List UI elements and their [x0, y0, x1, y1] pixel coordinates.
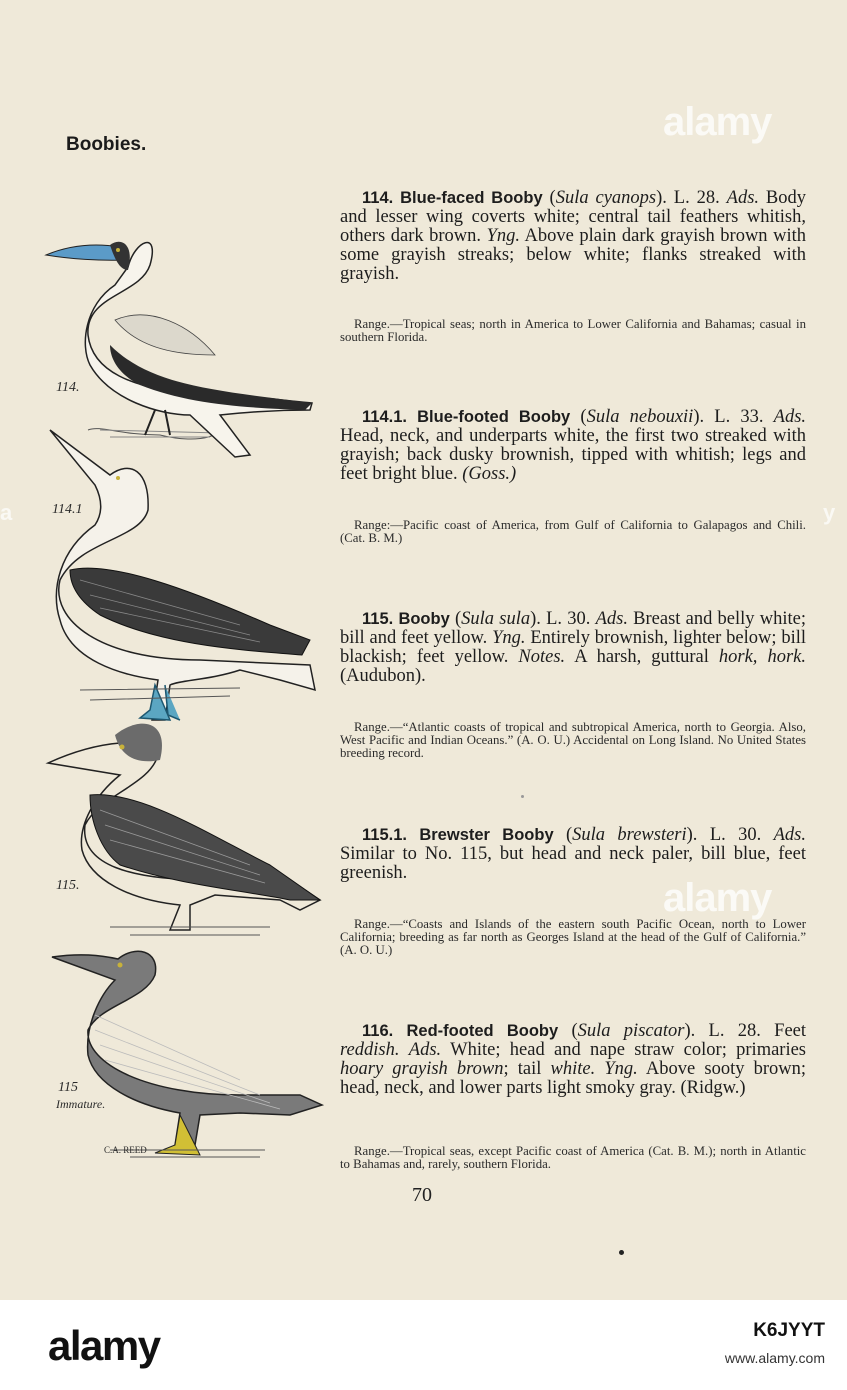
description: Ads. Similar to No. 115, but head and neck paler, bill blue, feet greenish.	[340, 825, 806, 883]
species-entry-115-1: 115.1. Brewster Booby (Sula brewsteri). L. 30. Ads. Similar to No. 115, but head and neck paler, bill blue, feet greenish.	[340, 825, 806, 883]
plate-label: 114.1	[52, 502, 83, 517]
entry-number: 114.1.	[362, 408, 407, 426]
length: L. 30.	[546, 609, 591, 629]
print-speck	[521, 795, 524, 798]
species-entry-115: 115. Booby (Sula sula). L. 30. Ads. Breast and belly white; bill and feet yellow. Yng. Entirely brownish, lighter below; bill blackish; feet yellow. Notes. A harsh, guttural hork, hork. (Audubon).	[340, 609, 806, 686]
description: Ads. Head, neck, and underparts white, the first two streaked with grayish; back dusky brownish, tipped with whitish; legs and feet bright blue. (Goss.)	[340, 407, 807, 484]
entry-number: 115.1.	[362, 826, 407, 844]
range-text: Range.—“Coasts and Islands of the eastern south Pacific Ocean, north to Lower California; breeding as far north as Georges Island at the head of the Gulf of California.” (A. O. U.)	[340, 917, 806, 957]
plate-label: 114.	[56, 380, 80, 395]
length: L. 33.	[714, 407, 764, 427]
entry-number: 116.	[362, 1022, 394, 1040]
description: Feet reddish. Ads. White; head and nape straw color; primaries hoary grayish brown; tail white. Yng. Above sooty brown; head, neck, and lower parts light smoky gray. (Ridgw.)	[340, 1021, 807, 1098]
species-name: Blue-faced Booby	[400, 189, 543, 207]
range-text: Range.—Tropical seas; north in America to Lower California and Bahamas; casual in southern Florida.	[340, 317, 806, 344]
range-text: Range.—“Atlantic coasts of tropical and subtropical America, north to Georgia. Also, West Pacific and Indian Oceans.” (A. O. U.) Accidental on Long Island. No United States breeding record.	[340, 720, 806, 760]
site-url: www.alamy.com	[724, 1350, 825, 1366]
species-entry-114: 114. Blue-faced Booby (Sula cyanops). L. 28. Ads. Body and lesser wing coverts white; central tail feathers whitish, others dark brown. Yng. Above plain dark grayish brown with some grayish streaks; below white; flanks streaked with grayish.	[340, 188, 806, 284]
scientific-name: Sula sula	[461, 609, 531, 629]
bird-114-illustration	[46, 242, 312, 457]
species-name: Booby	[398, 610, 450, 628]
range-text: Range:—Pacific coast of America, from Gulf of California to Galapagos and Chili. (Cat. B. M.)	[340, 518, 806, 545]
watermark-mark: y	[823, 500, 836, 525]
species-name: Brewster Booby	[419, 826, 554, 844]
length: L. 30.	[709, 825, 762, 845]
length: L. 28.	[673, 188, 720, 208]
plate-label: 115	[58, 1080, 78, 1095]
scientific-name: Sula brewsteri	[572, 825, 687, 845]
entry-number: 114.	[362, 189, 394, 207]
scientific-name: Sula piscator	[577, 1021, 685, 1041]
booby-illustrations	[40, 225, 330, 1170]
species-name: Red-footed Booby	[406, 1022, 559, 1040]
length: L. 28.	[708, 1021, 761, 1041]
image-id: K6JYYT	[753, 1320, 825, 1341]
section-title: Boobies.	[66, 134, 147, 155]
watermark-logo: alamy	[663, 876, 772, 920]
watermark-mark: a	[0, 500, 13, 525]
stock-footer	[0, 1300, 847, 1390]
range-text: Range.—Tropical seas, except Pacific coast of America (Cat. B. M.); north in Atlantic to Bahamas and, rarely, southern Florida.	[340, 1144, 806, 1171]
scientific-name: Sula cyanops	[555, 188, 657, 208]
description: Ads. Breast and belly white; bill and feet yellow. Yng. Entirely brownish, lighter below; bill blackish; feet yellow. Notes. A harsh, guttural hork, hork. (Audubon).	[340, 609, 806, 686]
bird-115-illustration	[48, 724, 320, 935]
artist-signature: C.A. REED	[104, 1145, 147, 1155]
species-name: Blue-footed Booby	[417, 408, 571, 426]
species-entry-114-1: 114.1. Blue-footed Booby (Sula nebouxii). L. 33. Ads. Head, neck, and underparts white, the first two streaked with grayish; back dusky brownish, tipped with whitish; legs and feet bright blue. (Goss.)	[340, 407, 807, 484]
watermark-logo: alamy	[48, 1322, 160, 1369]
print-speck	[619, 1250, 624, 1255]
plate-label: Immature.	[56, 1097, 106, 1111]
watermark-logo: alamy	[663, 100, 772, 144]
description: Ads. Body and lesser wing coverts white; central tail feathers whitish, others dark brown. Yng. Above plain dark grayish brown with some grayish streaks; below white; flanks streaked with grayish.	[340, 188, 806, 284]
bird-115-immature-illustration	[52, 951, 322, 1157]
entry-number: 115.	[362, 610, 394, 628]
plate-label: 115.	[56, 878, 80, 893]
page-number: 70	[412, 1184, 432, 1206]
scientific-name: Sula nebouxii	[586, 407, 694, 427]
bird-114-1-illustration	[50, 430, 315, 720]
species-entry-116: 116. Red-footed Booby (Sula piscator). L. 28. Feet reddish. Ads. White; head and nape straw color; primaries hoary grayish brown; tail white. Yng. Above sooty brown; head, neck, and lower parts light smoky gray. (Ridgw.)	[340, 1021, 807, 1098]
